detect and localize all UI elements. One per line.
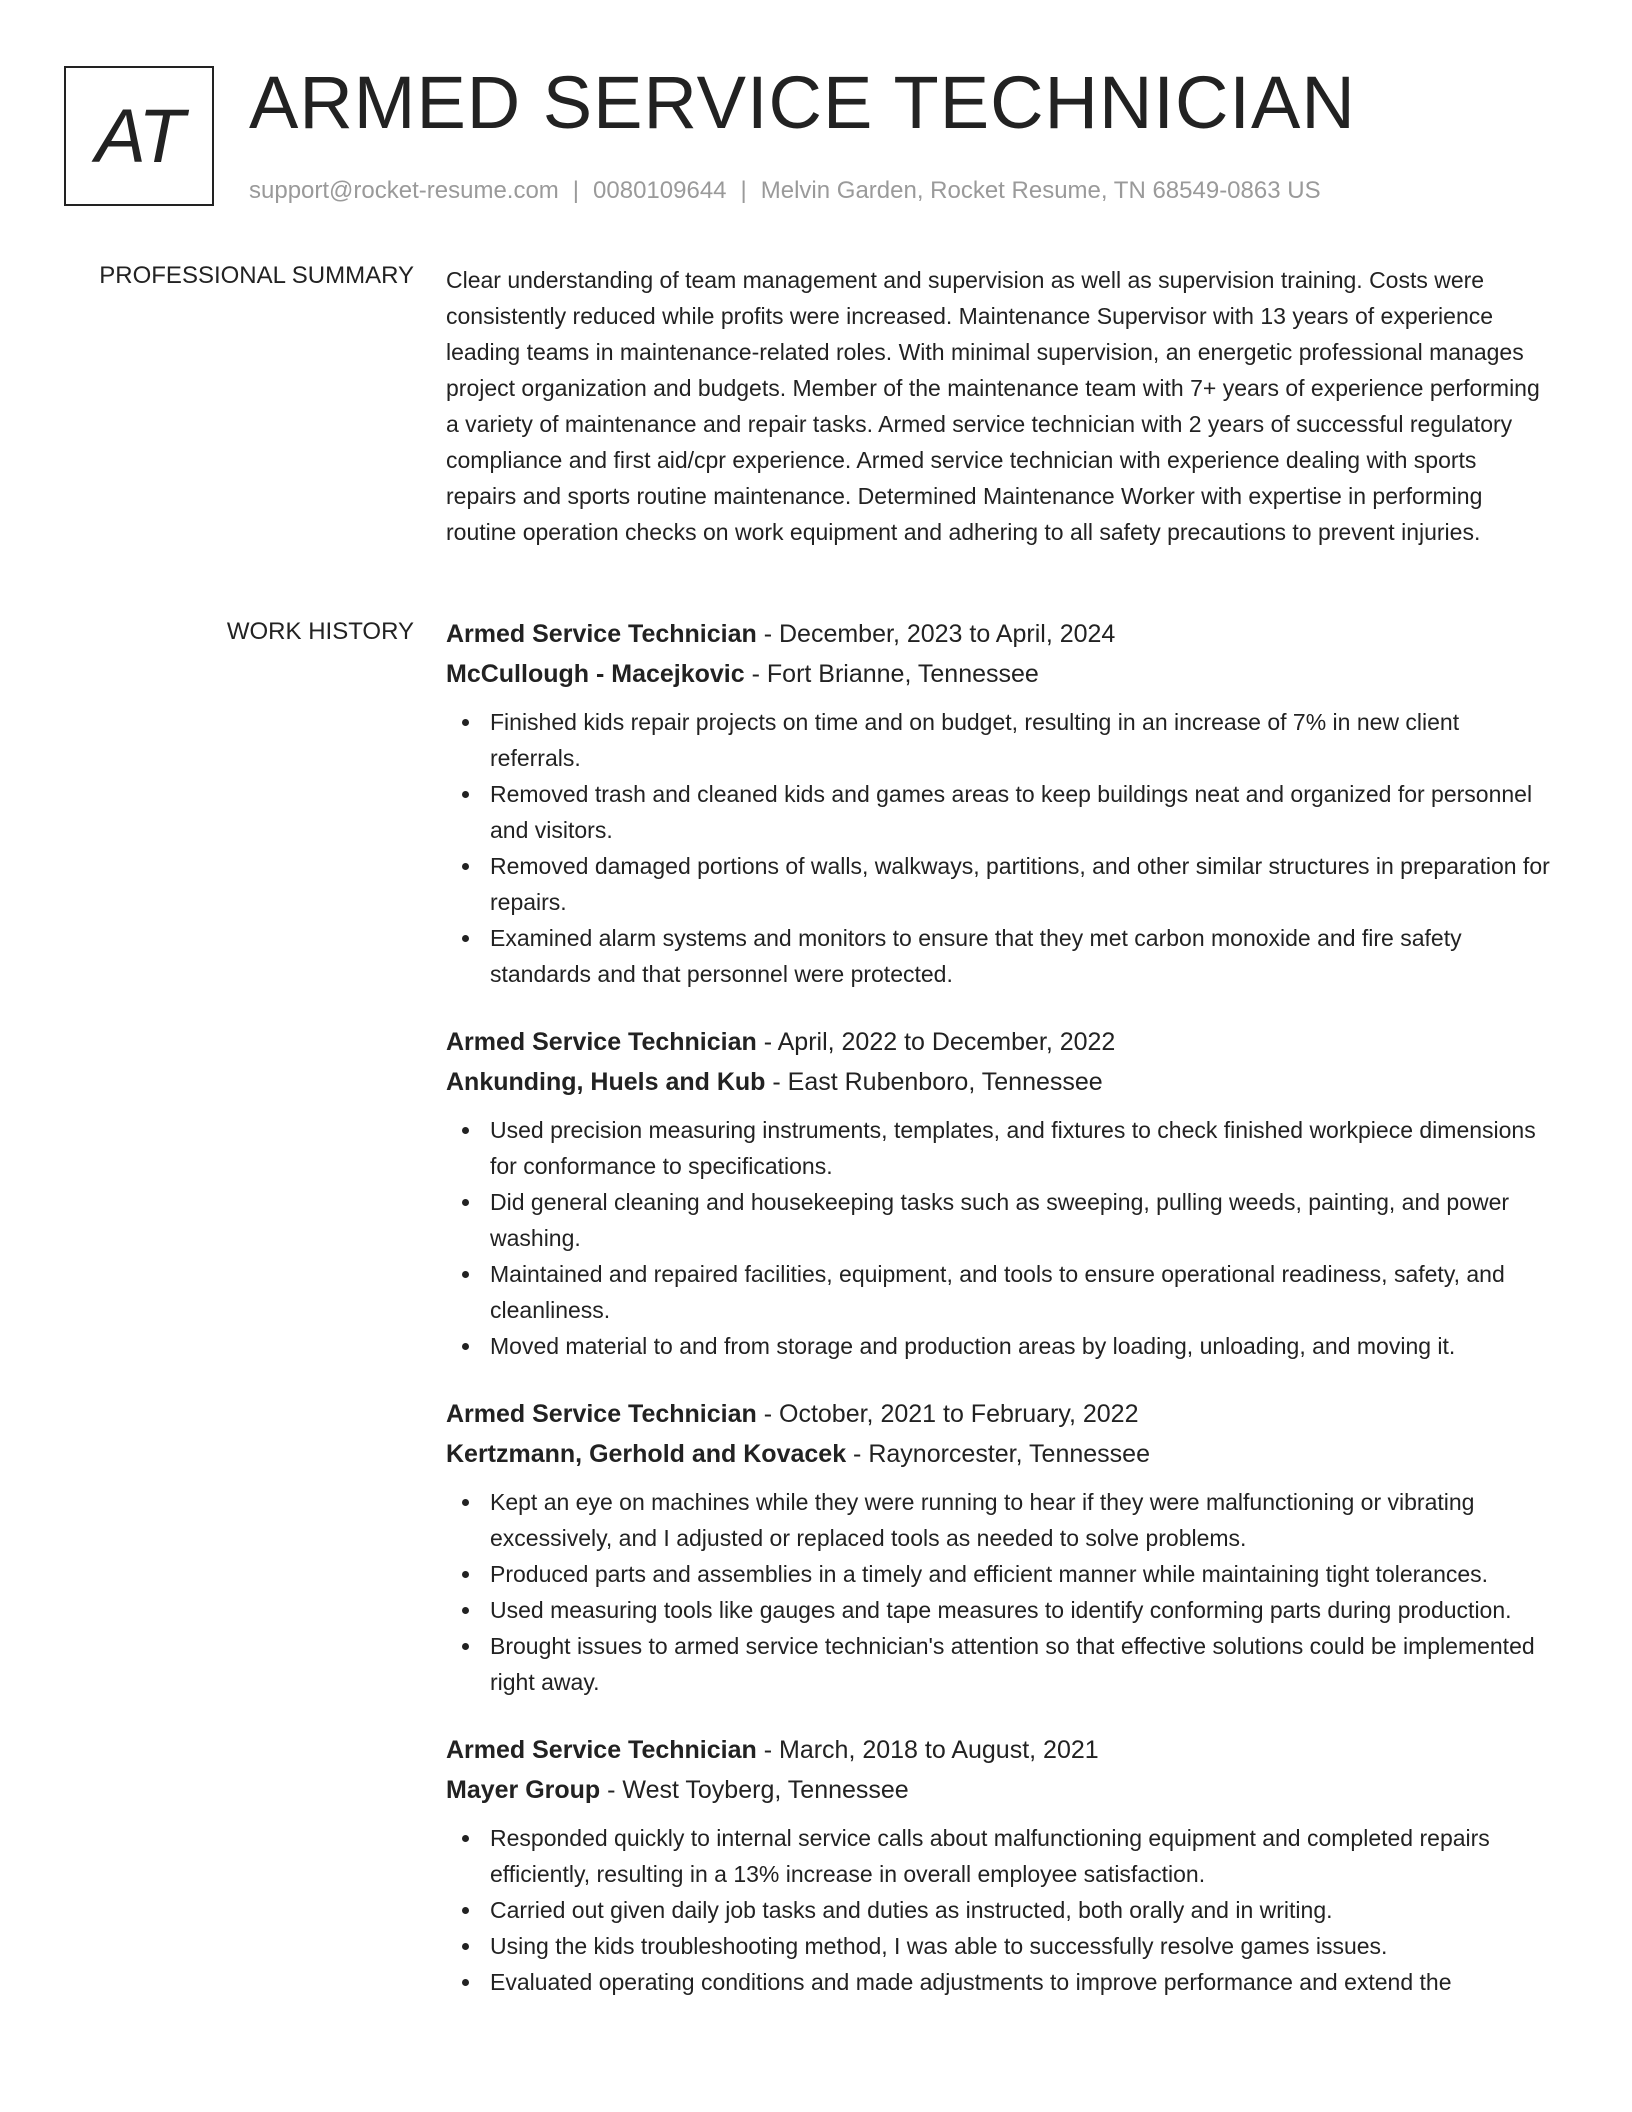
job-entry [446, 1394, 1556, 1700]
job-company-line [446, 654, 1556, 694]
job-bullet: Removed trash and cleaned kids and games areas to keep buildings neat and organized for personnel and visitors. [446, 776, 1556, 848]
job-bullets [446, 704, 1556, 992]
contact-email: support@rocket-resume.com [249, 177, 559, 204]
job-bullet: Used precision measuring instruments, templates, and fixtures to check finished workpiece dimensions for conformance to specifications. [446, 1112, 1556, 1184]
monogram-initials: AT [95, 93, 183, 179]
job-bullet: Using the kids troubleshooting method, I was able to successfully resolve games issues. [446, 1928, 1556, 1964]
job-role: Armed Service Technician [446, 1028, 757, 1056]
job-bullets [446, 1112, 1556, 1364]
job-dates: - October, 2021 to February, 2022 [756, 1400, 1139, 1428]
job-company-line [446, 1770, 1556, 1810]
monogram-badge [64, 66, 214, 206]
job-company-line [446, 1434, 1556, 1474]
job-title-line [446, 614, 1556, 654]
job-company: Mayer Group [446, 1776, 601, 1804]
job-company: Kertzmann, Gerhold and Kovacek [446, 1440, 847, 1468]
contact-separator: | [572, 177, 580, 204]
job-bullet: Maintained and repaired facilities, equipment, and tools to ensure operational readiness, safety, and cleanliness. [446, 1256, 1556, 1328]
job-bullet: Removed damaged portions of walls, walkways, partitions, and other similar structures in preparation for repairs. [446, 848, 1556, 920]
section-label-work-history: WORK HISTORY [226, 618, 414, 645]
job-bullet: Produced parts and assemblies in a timely and efficient manner while maintaining tight tolerances. [446, 1556, 1556, 1592]
job-location: - Fort Brianne, Tennessee [744, 660, 1039, 688]
job-location: - West Toyberg, Tennessee [600, 1776, 909, 1804]
job-location: - East Rubenboro, Tennessee [765, 1068, 1103, 1096]
job-company: Ankunding, Huels and Kub [446, 1068, 766, 1096]
job-bullet: Moved material to and from storage and production areas by loading, unloading, and moving it. [446, 1328, 1556, 1364]
job-title-line [446, 1394, 1556, 1434]
job-bullet: Finished kids repair projects on time and on budget, resulting in an increase of 7% in new client referrals. [446, 704, 1556, 776]
job-bullet: Examined alarm systems and monitors to ensure that they met carbon monoxide and fire safety standards and that personnel were protected. [446, 920, 1556, 992]
job-bullet: Evaluated operating conditions and made adjustments to improve performance and extend the [446, 1964, 1556, 2000]
job-entry [446, 1730, 1556, 2000]
job-title-line [446, 1730, 1556, 1770]
contact-separator: | [740, 177, 747, 204]
job-entry [446, 1022, 1556, 1364]
job-bullet: Kept an eye on machines while they were running to hear if they were malfunctioning or vibrating excessively, and I adjusted or replaced tools as needed to solve problems. [446, 1484, 1556, 1556]
job-location: - Raynorcester, Tennessee [846, 1440, 1150, 1468]
contact-address: Melvin Garden, Rocket Resume, TN 68549-0863 US [760, 177, 1321, 204]
job-title-line [446, 1022, 1556, 1062]
job-bullet: Brought issues to armed service technician's attention so that effective solutions could be implemented right away. [446, 1628, 1556, 1700]
job-role: Armed Service Technician [446, 620, 757, 648]
job-company-line [446, 1062, 1556, 1102]
job-entry [446, 614, 1556, 992]
job-bullet: Responded quickly to internal service calls about malfunctioning equipment and completed repairs efficiently, resulting in a 13% increase in overall employee satisfaction. [446, 1820, 1556, 1892]
job-role: Armed Service Technician [446, 1736, 757, 1764]
job-bullet: Carried out given daily job tasks and duties as instructed, both orally and in writing. [446, 1892, 1556, 1928]
resume-title: ARMED SERVICE TECHNICIAN [249, 61, 1356, 144]
job-dates: - March, 2018 to August, 2021 [756, 1736, 1099, 1764]
job-dates: - April, 2022 to December, 2022 [756, 1028, 1116, 1056]
section-label-summary: PROFESSIONAL SUMMARY [99, 262, 414, 289]
contact-line [249, 176, 1321, 206]
job-bullets [446, 1820, 1556, 2000]
work-history-list [446, 614, 1556, 2030]
job-role: Armed Service Technician [446, 1400, 757, 1428]
job-bullets [446, 1484, 1556, 1700]
job-bullet: Used measuring tools like gauges and tape measures to identify conforming parts during production. [446, 1592, 1556, 1628]
job-company: McCullough - Macejkovic [446, 660, 745, 688]
contact-phone: 0080109644 [593, 177, 727, 204]
summary-text: Clear understanding of team management and supervision as well as supervision training. Costs were consistently reduced while profits were increased. Maintenance Supervisor with 13 years of experience leading teams in maintenance-related roles. With minimal supervision, an energetic professional manages project organization and budgets. Member of the maintenance team with 7+ years of experience performing a variety of maintenance and repair tasks. Armed service technician with 2 years of successful regulatory compliance and first aid/cpr experience. Armed service technician with experience dealing with sports repairs and sports routine maintenance. Determined Maintenance Worker with expertise in performing routine operation checks on work equipment and adhering to all safety precautions to prevent injuries. [446, 267, 1540, 545]
job-bullet: Did general cleaning and housekeeping tasks such as sweeping, pulling weeds, painting, and power washing. [446, 1184, 1556, 1256]
job-dates: - December, 2023 to April, 2024 [756, 620, 1116, 648]
